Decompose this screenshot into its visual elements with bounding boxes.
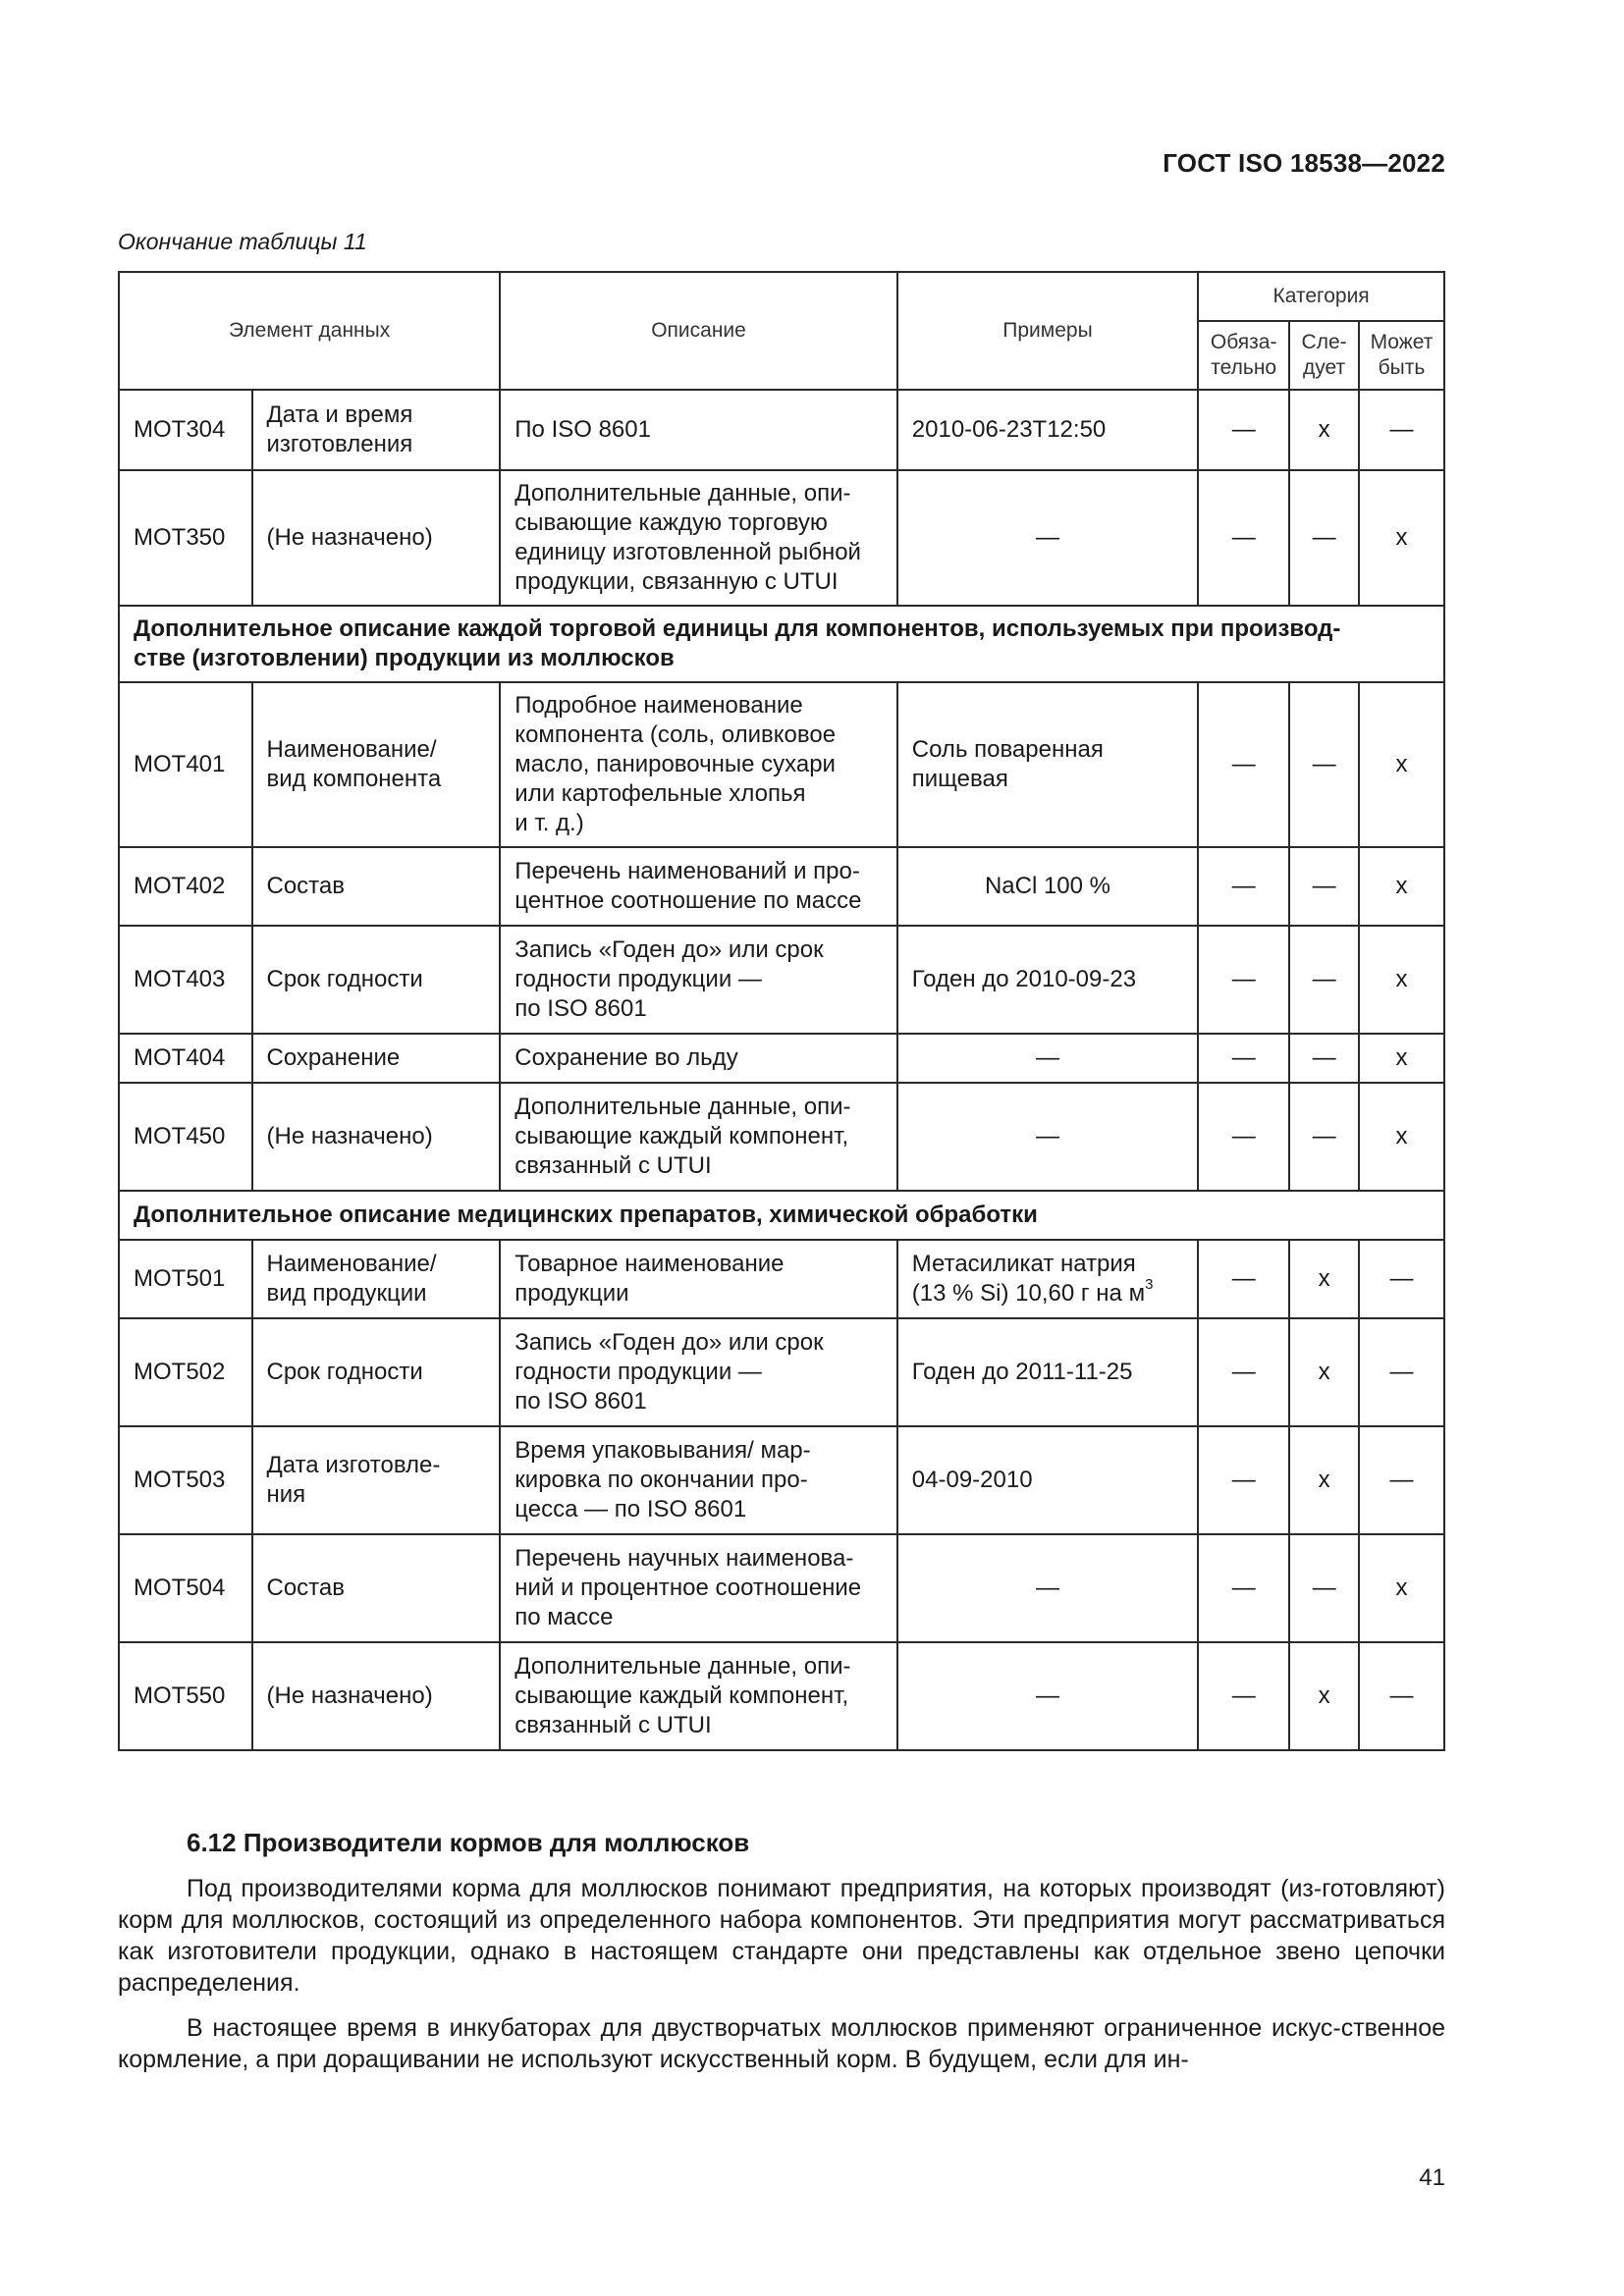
cell-may: x: [1359, 1034, 1444, 1083]
header-mandatory: Обяза- тельно: [1198, 321, 1289, 390]
table-section-row: [119, 1191, 1444, 1240]
cell-mandatory: —: [1198, 847, 1289, 926]
header-may: Может быть: [1359, 321, 1444, 390]
cell-may: x: [1359, 1083, 1444, 1191]
cell-mandatory: —: [1198, 390, 1289, 470]
cell-should: —: [1289, 682, 1359, 847]
cell-mandatory: —: [1198, 1240, 1289, 1318]
cell-may: —: [1359, 390, 1444, 470]
cell-should: —: [1289, 847, 1359, 926]
cell-name: Срок годности: [252, 926, 501, 1034]
cell-description: Дополнительные данные, опи- сывающие каждый компонент, связанный с UTUI: [500, 1642, 896, 1750]
cell-description: Подробное наименование компонента (соль, оливковое масло, панировочные сухари или картофельные хлопья и т. д.): [500, 682, 896, 847]
table-row: [119, 1318, 1444, 1426]
cell-code: MOT304: [119, 390, 252, 470]
cell-should: —: [1289, 1034, 1359, 1083]
cell-description: Время упаковывания/ мар- кировка по окончании про- цесса — по ISO 8601: [500, 1426, 896, 1534]
cell-name: Дата и время изготовления: [252, 390, 501, 470]
cell-name: Дата изготовле- ния: [252, 1426, 501, 1534]
cell-name: (Не назначено): [252, 470, 501, 606]
cell-code: MOT503: [119, 1426, 252, 1534]
header-category: Категория: [1198, 272, 1444, 321]
section-title: Дополнительное описание каждой торговой единицы для компонентов, используемых при производ- стве (изготовлении) продукции из моллюсков: [119, 606, 1444, 682]
cell-name: Наименование/ вид компонента: [252, 682, 501, 847]
section-heading: 6.12 Производители кормов для моллюсков: [187, 1828, 750, 1857]
cell-example: —: [897, 1034, 1198, 1083]
cell-should: x: [1289, 1426, 1359, 1534]
cell-example: —: [897, 1534, 1198, 1642]
cell-code: MOT550: [119, 1642, 252, 1750]
table-row: [119, 390, 1444, 470]
table-row: [119, 1534, 1444, 1642]
cell-may: x: [1359, 470, 1444, 606]
table-row: [119, 926, 1444, 1034]
table-section-row: [119, 606, 1444, 682]
header-examples: Примеры: [897, 272, 1198, 390]
cell-code: MOT504: [119, 1534, 252, 1642]
data-table: [118, 271, 1445, 1751]
cell-name: Состав: [252, 1534, 501, 1642]
cell-should: x: [1289, 1642, 1359, 1750]
cell-mandatory: —: [1198, 682, 1289, 847]
cell-description: Товарное наименование продукции: [500, 1240, 896, 1318]
cell-mandatory: —: [1198, 1642, 1289, 1750]
cell-mandatory: —: [1198, 1318, 1289, 1426]
cell-mandatory: —: [1198, 1534, 1289, 1642]
cell-may: —: [1359, 1426, 1444, 1534]
cell-name: Сохранение: [252, 1034, 501, 1083]
table-row: [119, 1034, 1444, 1083]
cell-description: Дополнительные данные, опи- сывающие каждый компонент, связанный с UTUI: [500, 1083, 896, 1191]
cell-example: 2010-06-23T12:50: [897, 390, 1198, 470]
cell-example: —: [897, 1642, 1198, 1750]
superscript: 3: [1145, 1276, 1154, 1293]
cell-code: MOT402: [119, 847, 252, 926]
cell-description: Перечень наименований и про- центное соотношение по массе: [500, 847, 896, 926]
cell-description: Перечень научных наименова- ний и процентное соотношение по массе: [500, 1534, 896, 1642]
table-row: [119, 1426, 1444, 1534]
cell-code: MOT450: [119, 1083, 252, 1191]
cell-may: —: [1359, 1318, 1444, 1426]
cell-may: x: [1359, 682, 1444, 847]
cell-description: Сохранение во льду: [500, 1034, 896, 1083]
cell-mandatory: —: [1198, 1426, 1289, 1534]
cell-may: —: [1359, 1642, 1444, 1750]
cell-mandatory: —: [1198, 926, 1289, 1034]
cell-should: x: [1289, 390, 1359, 470]
cell-code: MOT404: [119, 1034, 252, 1083]
cell-description: Дополнительные данные, опи- сывающие каждую торговую единицу изготовленной рыбной продукции, связанную с UTUI: [500, 470, 896, 606]
standard-header: ГОСТ ISO 18538—2022: [1163, 148, 1445, 178]
cell-example: 04-09-2010: [897, 1426, 1198, 1534]
cell-code: MOT501: [119, 1240, 252, 1318]
cell-example: Годен до 2011-11-25: [897, 1318, 1198, 1426]
cell-may: x: [1359, 847, 1444, 926]
paragraph-1: Под производителями корма для моллюсков понимают предприятия, на которых производят (из-готовляют) корм для моллюсков, состоящий из определенного набора компонентов. Эти предприятия могут рассматриваться как изготовители продукции, однако в настоящем стандарте они представлены как отдельное звено цепочки распределения.: [118, 1875, 1445, 1997]
table-row: [119, 682, 1444, 847]
page-number: 41: [1419, 2164, 1445, 2191]
cell-should: —: [1289, 470, 1359, 606]
cell-should: x: [1289, 1318, 1359, 1426]
cell-code: MOT403: [119, 926, 252, 1034]
table-row: [119, 847, 1444, 926]
cell-should: —: [1289, 1534, 1359, 1642]
cell-name: (Не назначено): [252, 1083, 501, 1191]
table-caption: Окончание таблицы 11: [118, 229, 367, 254]
cell-example: Годен до 2010-09-23: [897, 926, 1198, 1034]
cell-description: По ISO 8601: [500, 390, 896, 470]
cell-example: —: [897, 470, 1198, 606]
cell-name: Наименование/ вид продукции: [252, 1240, 501, 1318]
cell-example: —: [897, 1083, 1198, 1191]
cell-description: Запись «Годен до» или срок годности продукции — по ISO 8601: [500, 926, 896, 1034]
cell-code: MOT502: [119, 1318, 252, 1426]
table-row: [119, 1083, 1444, 1191]
header-should: Сле- дует: [1289, 321, 1359, 390]
cell-should: —: [1289, 1083, 1359, 1191]
header-element: Элемент данных: [119, 272, 500, 390]
section-title: Дополнительное описание медицинских препаратов, химической обработки: [119, 1191, 1444, 1240]
table-row: [119, 1240, 1444, 1318]
cell-example: Соль поваренная пищевая: [897, 682, 1198, 847]
table-row: [119, 470, 1444, 606]
example-text: Метасиликат натрия (13 % Si) 10,60 г на м: [911, 1251, 1146, 1307]
cell-example: [897, 1240, 1198, 1318]
header-description: Описание: [500, 272, 896, 390]
cell-description: Запись «Годен до» или срок годности продукции — по ISO 8601: [500, 1318, 896, 1426]
cell-mandatory: —: [1198, 1083, 1289, 1191]
cell-mandatory: —: [1198, 470, 1289, 606]
cell-name: Состав: [252, 847, 501, 926]
cell-name: Срок годности: [252, 1318, 501, 1426]
cell-may: x: [1359, 1534, 1444, 1642]
cell-code: MOT401: [119, 682, 252, 847]
cell-should: x: [1289, 1240, 1359, 1318]
cell-may: —: [1359, 1240, 1444, 1318]
cell-example: NaCl 100 %: [897, 847, 1198, 926]
paragraph-2: В настоящее время в инкубаторах для двустворчатых моллюсков применяют ограниченное искус-ственное кормление, а при доращивании не используют искусственный корм. В будущем, если для ин-: [118, 2014, 1445, 2073]
cell-may: x: [1359, 926, 1444, 1034]
cell-code: MOT350: [119, 470, 252, 606]
cell-mandatory: —: [1198, 1034, 1289, 1083]
cell-name: (Не назначено): [252, 1642, 501, 1750]
cell-should: —: [1289, 926, 1359, 1034]
table-row: [119, 1642, 1444, 1750]
